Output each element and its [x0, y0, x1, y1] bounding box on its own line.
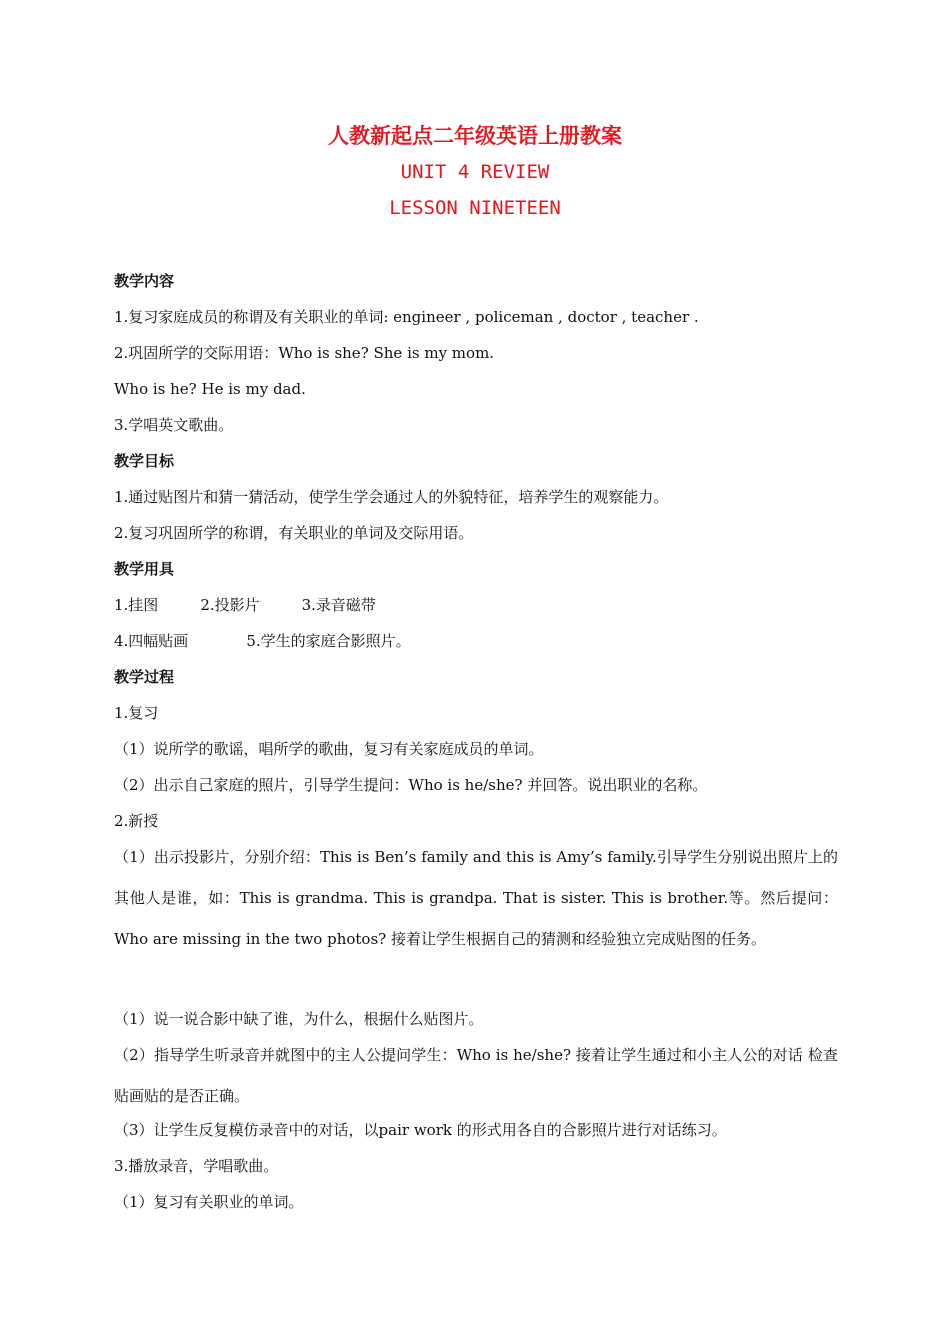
process-step: 3.播放录音，学唱歌曲。	[114, 1157, 279, 1175]
content-item: 2.巩固所学的交际用语：Who is she? She is my mom.	[114, 344, 495, 362]
document-body	[114, 263, 838, 1220]
unit-title: UNIT 4 REVIEW	[400, 161, 550, 183]
tool-item: 2.投影片	[200, 596, 260, 614]
section-heading-goals: 教学目标	[114, 452, 175, 470]
tool-item: 4.四幅贴画	[114, 632, 189, 650]
process-paragraph: （2）指导学生听录音并就图中的主人公提问学生：Who is he/she? 接着让学生通过和小主人公的对话 检查贴画贴的是否正确。	[114, 1046, 838, 1105]
document-title: 人教新起点二年级英语上册教案	[328, 123, 622, 148]
process-step: 1.复习	[114, 704, 159, 722]
process-step: 2.新授	[114, 812, 159, 830]
lesson-title: LESSON NINETEEN	[389, 197, 561, 219]
goal-item: 1.通过贴图片和猜一猜活动，使学生学会通过人的外貌特征，培养学生的观察能力。	[114, 488, 669, 506]
process-item: （1）说一说合影中缺了谁，为什么，根据什么贴图片。	[114, 1010, 484, 1028]
tool-item: 1.挂图	[114, 596, 159, 614]
tool-item: 3.录音磁带	[301, 596, 376, 614]
process-paragraph: （1）出示投影片，分别介绍：This is Ben’s family and this is Amy’s family.引导学生分别说出照片上的其他人是谁，如：This is grandma. This is grandpa. That is sister. This is brother.等。然后提问：Who are missing in the two photos? 接着让学生根据自己的猜测和经验独立完成贴图的任务。	[114, 848, 838, 948]
section-heading-content: 教学内容	[114, 272, 175, 290]
tool-item: 5.学生的家庭合影照片。	[246, 632, 411, 650]
process-item: （1）说所学的歌谣，唱所学的歌曲，复习有关家庭成员的单词。	[114, 740, 544, 758]
content-item: 1.复习家庭成员的称谓及有关职业的单词: engineer , policeman , doctor , teacher .	[114, 308, 699, 326]
process-item: （2）出示自己家庭的照片，引导学生提问：Who is he/she? 并回答。说出职业的名称。	[114, 776, 708, 794]
tools-row	[114, 623, 838, 659]
goal-item: 2.复习巩固所学的称谓，有关职业的单词及交际用语。	[114, 524, 474, 542]
content-item: Who is he? He is my dad.	[114, 380, 306, 398]
section-heading-tools: 教学用具	[114, 560, 175, 578]
title-block	[0, 118, 950, 226]
tools-row	[114, 587, 838, 623]
content-item: 3.学唱英文歌曲。	[114, 416, 234, 434]
section-heading-process: 教学过程	[114, 668, 175, 686]
process-item: （3）让学生反复模仿录音中的对话，以pair work 的形式用各自的合影照片进行对话练习。	[114, 1121, 727, 1139]
process-item: （1）复习有关职业的单词。	[114, 1193, 304, 1211]
